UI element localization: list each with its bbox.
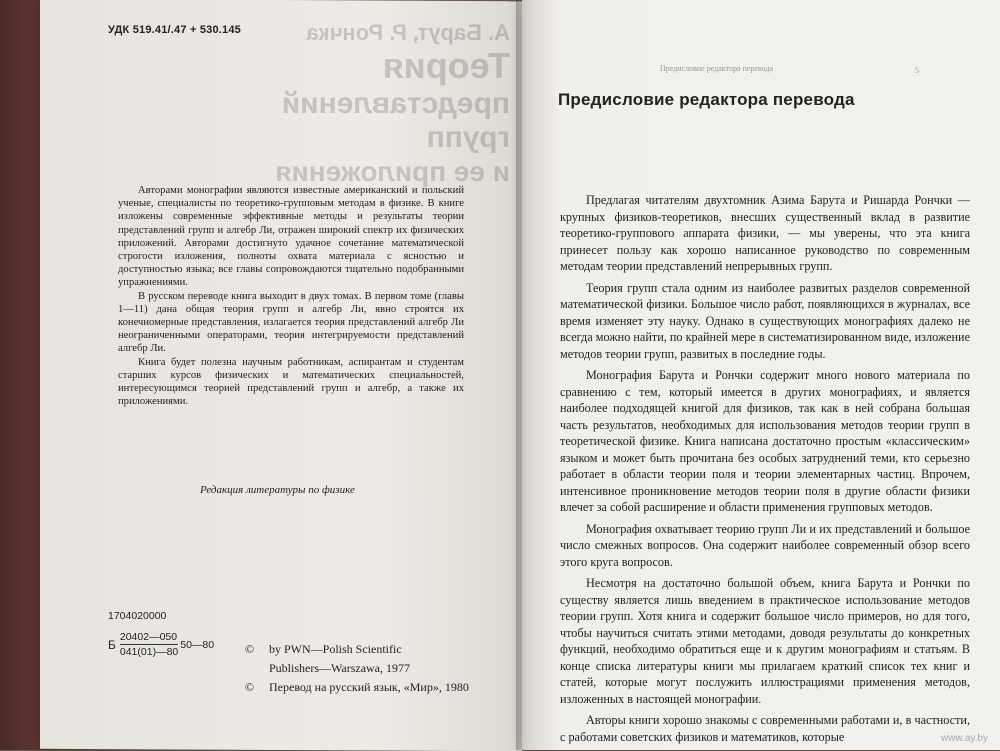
udk-code: УДК 519.41/.47 + 530.145 — [108, 24, 241, 36]
copyright-line-1: by PWN—Polish Scientific — [269, 642, 402, 656]
ghost-authors: А. Барут, Р. Рончка — [306, 20, 510, 45]
index-numerator: 20402—050 — [119, 631, 178, 643]
editorial-office: Редакция литературы по физике — [200, 484, 355, 496]
preface-paragraph: Несмотря на достаточно большой объем, книга Барута и Рончки по существу является лишь введением в практическое использование методов теории групп. Хотя книга и содержит большое число примеров, но для того, чтобы научиться считать этими методами, доводя результаты до конкретных функций, необходимо обратиться еще и к другим монографиям и статьям. В конце списка литературы книги мы прилагаем краткий список тех книг и статей, которые могут послужить иллюстрациями применения методов, изложенных в настоящей монографии. — [560, 576, 970, 706]
show-through-text — [250, 20, 510, 188]
running-head: Предисловие редактора перевода — [660, 64, 774, 73]
annotation-paragraph: Книга будет полезна научным работникам, аспирантам и студентам старших курсов физических и математических специальностей, интересующимся теорией представлений групп и алгебр, а также их приложениями. — [118, 356, 464, 408]
section-title: Предисловие редактора перевода — [558, 90, 855, 109]
copyright-line-3: Перевод на русский язык, «Мир», 1980 — [269, 680, 469, 694]
preface-paragraph: Теория групп стала одним из наиболее развитых разделов современной математической физики. Большое число работ, появляющихся в журналах, все время изменяет эту науку. Однако в существующих монографиях далеко не всегда можно найти, по крайней мере в систематизированном виде, изложение методов теории групп, развитых в последние годы. — [560, 280, 970, 361]
index-fraction — [120, 630, 178, 659]
index-denominator: 041(01)—80 — [119, 646, 179, 658]
index-formula — [108, 630, 214, 659]
book-annotation — [118, 184, 464, 408]
ghost-title-3: и ее приложения — [275, 155, 510, 187]
book-spine-shadow — [516, 0, 530, 750]
copyright-line-2: Publishers—Warszawa, 1977 — [269, 661, 411, 675]
preface-paragraph: Монография охватывает теорию групп Ли и их представлений и большое число смежных вопросов. Она содержит наиболее современный обзор всего этого круга вопросов. — [560, 521, 970, 569]
index-letter: Б — [108, 637, 116, 652]
page-number: 5 — [915, 66, 919, 75]
annotation-paragraph: В русском переводе книга выходит в двух томах. В первом томе (главы 1—11) дана общая теория групп и алгебр Ли, явно строятся их конечномерные представления, излагается теория представлений алгебр Ли неограниченными операторами, теория интегрируемости представлений алгебр Ли. — [118, 290, 464, 355]
preface-paragraph: Авторы книги хорошо знакомы с современными работами и, в частности, с работами советских физиков и математиков, которые — [560, 713, 970, 744]
copyright-icon: © — [245, 680, 255, 694]
ghost-title-2: представлений групп — [281, 86, 510, 155]
annotation-paragraph: Авторами монографии являются известные американский и польский ученые, специалисты по теоретико-групповым методам в физике. В книге изложены современные эффективные методы и результаты теории представлений групп и алгебр Ли, отражен широкий спектр их физических приложений. Авторами достигнуто удачное сочетание математической строгости изложения, полноты охвата материала с ясностью и доступностью языка; все главы сопровождаются тщательно подобранными упражнениями. — [118, 185, 464, 289]
ghost-title-1: Теория — [382, 45, 510, 87]
catalog-code: 1704020000 — [108, 610, 167, 622]
index-tail: 50—80 — [180, 638, 215, 651]
watermark: www.ay.by — [940, 733, 988, 744]
copyright-icon: © — [245, 642, 255, 656]
preface-paragraph: Предлагая читателям двухтомник Азима Барута и Ришарда Рончки — крупных физиков-теоретиков, внесших существенный вклад в развитие теоретико-группового аппарата физики, — мы уверены, что эта книга принесет пользу как хорошо написанное руководство по современным методам теории представлений непрерывных групп. — [560, 193, 970, 273]
preface-body — [560, 192, 970, 750]
copyright-block — [245, 640, 495, 697]
preface-paragraph: Монография Барута и Рончки содержит много нового материала по сравнению с тем, который имеется в других монографиях, и является наиболее подходящей книгой для физиков, так как в ней собрана большая часть результатов, необходимых для использования методов теории групп в теоретической физике. Книга написана достаточно простым «классическим» языком и может быть прочитана без особых затруднений теми, кто серьезно работает в области теории поля и теории элементарных частиц. Впрочем, интенсивное проникновение методов теории поля в другие области физики влечет за собой расширение и области применения групповых методов. — [560, 368, 970, 514]
